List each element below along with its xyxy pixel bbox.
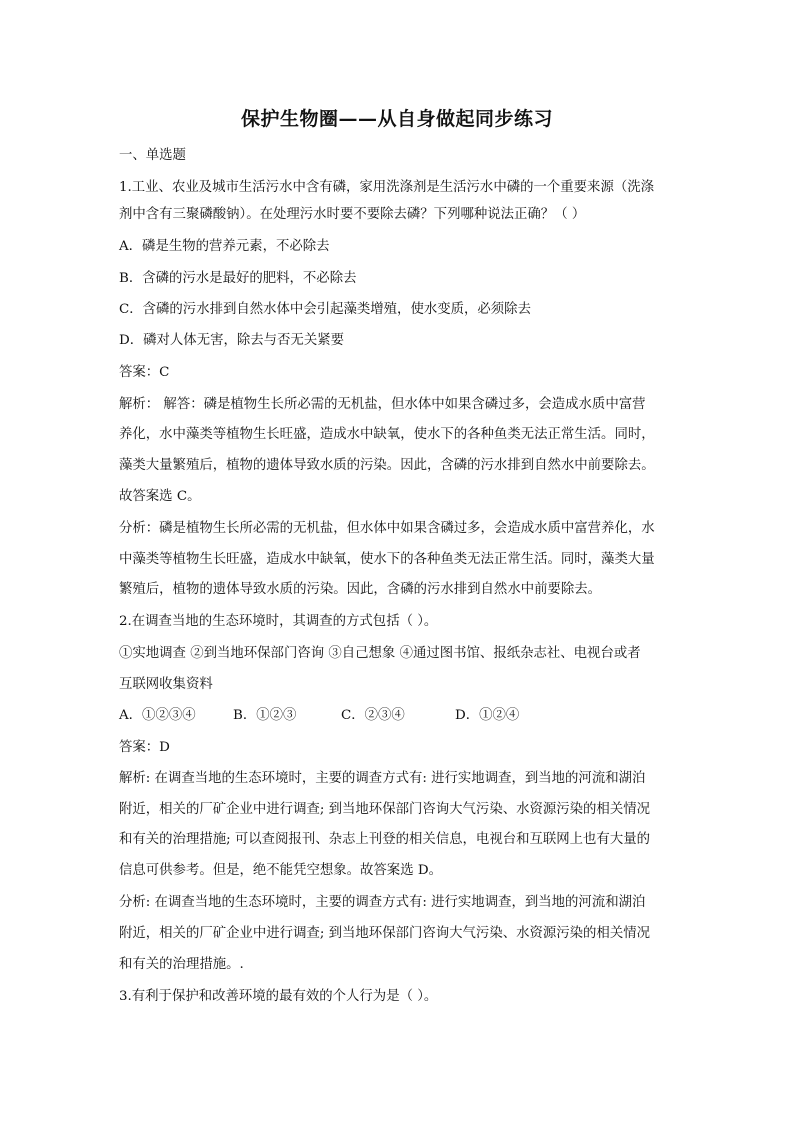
q2-analysis-line: 信息可供参考。但是，绝不能凭空想象。故答案选 D。 (119, 863, 442, 878)
q1-analysis-line: 养化，水中藻类等植物生长旺盛，造成水中缺氧，使水下的各种鱼类无法正常生活。同时， (119, 427, 655, 442)
q1-stem-line: 1.工业、农业及城市生活污水中含有磷，家用洗涤剂是生活污水中磷的一个重要来源（洗涤 (119, 180, 655, 195)
q1-answer: 答案：C (119, 365, 170, 380)
q2-option-b: B．①②③ (233, 708, 297, 723)
q1-analysis-line: 解析： 解答：磷是植物生长所必需的无机盐，但水体中如果含磷过多，会造成水质中富营 (119, 397, 646, 412)
q2-fenxi-line: 分析: 在调查当地的生态环境时，主要的调查方式有: 进行实地调查，到当地的河流和湖泊 (119, 895, 646, 910)
q2-analysis-line: 附近，相关的厂矿企业中进行调查; 到当地环保部门咨询大气污染、水资源污染的相关情况 (119, 802, 650, 817)
q1-fenxi-line: 繁殖后，植物的遗体导致水质的污染。因此，含磷的污水排到自然水中前要除去。 (119, 582, 602, 597)
q1-option-c: C．含磷的污水排到自然水体中会引起藻类增殖，使水变质，必须除去 (119, 302, 531, 317)
q2-stem: 2.在调查当地的生态环境时，其调查的方式包括（ ）。 (119, 614, 438, 629)
q2-option-c: C．②③④ (341, 708, 405, 723)
q2-fenxi-line: 附近，相关的厂矿企业中进行调查; 到当地环保部门咨询大气污染、水资源污染的相关情况 (119, 926, 650, 941)
q1-option-a: A．磷是生物的营养元素，不必除去 (119, 239, 330, 254)
q2-fenxi-line: 和有关的治理措施。. (119, 957, 244, 972)
q1-analysis-line: 故答案选 C。 (119, 489, 201, 504)
q1-stem-line: 剂中含有三聚磷酸钠）。在处理污水时要不要除去磷？下列哪种说法正确？（ ） (119, 207, 586, 222)
q2-analysis-line: 解析: 在调查当地的生态环境时，主要的调查方式有: 进行实地调查，到当地的河流和湖泊 (119, 771, 646, 786)
section-heading: 一、单选题 (119, 148, 186, 163)
q2-option-d: D．①②④ (455, 708, 520, 723)
q1-analysis-line: 藻类大量繁殖后，植物的遗体导致水质的污染。因此，含磷的污水排到自然水中前要除去。 (119, 458, 655, 473)
q2-option-a: A．①②③④ (119, 708, 196, 723)
q2-choice-line: 互联网收集资料 (119, 677, 213, 692)
q2-answer: 答案：D (119, 740, 170, 755)
q1-option-b: B．含磷的污水是最好的肥料，不必除去 (119, 271, 357, 286)
q2-choice-line: ①实地调查 ②到当地环保部门咨询 ③自己想象 ④通过图书馆、报纸杂志社、电视台或者 (119, 646, 641, 661)
q2-analysis-line: 和有关的治理措施; 可以查阅报刊、杂志上刊登的相关信息，电视台和互联网上也有大量的 (119, 832, 650, 847)
document-title: 保护生物圈——从自身做起同步练习 (240, 108, 553, 130)
q1-fenxi-line: 分析：磷是植物生长所必需的无机盐，但水体中如果含磷过多，会造成水质中富营养化，水 (119, 521, 655, 536)
q1-option-d: D．磷对人体无害，除去与否无关紧要 (119, 333, 344, 348)
q1-fenxi-line: 中藻类等植物生长旺盛，造成水中缺氧，使水下的各种鱼类无法正常生活。同时，藻类大量 (119, 552, 655, 567)
q3-stem: 3.有利于保护和改善环境的最有效的个人行为是（ ）。 (119, 989, 438, 1004)
